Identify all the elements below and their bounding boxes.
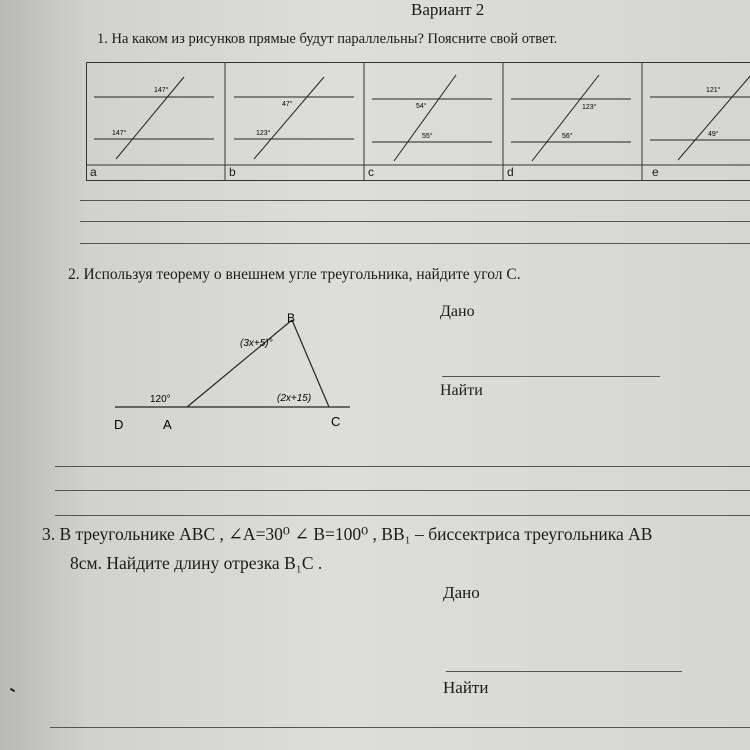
vertex-a-label: A [163,417,172,432]
fig-e-letter: e [652,165,659,179]
fig-d-top-angle: 123° [582,104,597,111]
fig-c-top-angle: 54° [416,103,427,110]
figure-d [511,75,631,161]
variant-title: Вариант 2 [411,0,485,19]
fig-c-bottom-angle: 55° [422,133,433,140]
answer-line [50,727,750,728]
fig-c-letter: c [368,165,374,179]
answer-line [80,221,750,222]
question-3-text-line2: 8см. Найдите длину отрезка B₁C . [70,553,323,573]
figure-e [650,75,750,160]
fig-b-letter: b [229,165,236,179]
fig-e-bottom-angle: 49° [708,131,719,138]
triangle-svg [105,300,365,440]
figure-a [94,77,214,159]
fig-b-top-angle: 47° [282,101,293,108]
q2-triangle-figure [105,300,365,440]
given-divider [446,671,682,672]
fig-d-bottom-angle: 56° [562,133,573,140]
figure-b [234,77,354,159]
fig-d-letter: d [507,165,514,179]
q2-given-label: Дано [440,303,475,320]
q1-figures-svg [86,62,750,182]
fig-e-top-angle: 121° [706,87,721,94]
fig-a-letter: a [90,165,97,179]
exterior-angle-label: 120° [150,394,171,405]
vertex-b-label: B [287,311,296,325]
fig-a-top-angle: 147° [154,87,169,94]
answer-line [55,490,750,491]
answer-line [55,515,750,516]
fig-a-bottom-angle: 147° [112,130,127,137]
vertex-c-label: C [331,414,341,429]
question-2-text: 2. Используя теорему о внешнем угле треугольника, найдите угол С. [68,266,521,283]
answer-line [80,200,750,201]
figure-c [372,75,492,161]
q3-given-label: Дано [443,583,480,602]
given-divider [442,376,660,377]
question-3-text-line1: 3. В треугольнике АВС , ∠A=30⁰ ∠ B=100⁰ , BB₁ – биссектриса треугольника АВ [42,524,653,544]
answer-line [55,466,750,467]
q1-figure-table [86,62,750,182]
answer-line [80,243,750,244]
q2-find-label: Найти [440,382,483,399]
question-1-text: 1. На каком из рисунков прямые будут параллельны? Поясните свой ответ. [97,31,558,47]
angle-c-label: (2x+15) [277,393,312,404]
fig-b-bottom-angle: 123° [256,130,271,137]
pen-mark [10,688,15,692]
angle-b-label: (3x+5)° [240,338,273,349]
q3-find-label: Найти [443,678,489,697]
point-d-label: D [114,417,124,432]
